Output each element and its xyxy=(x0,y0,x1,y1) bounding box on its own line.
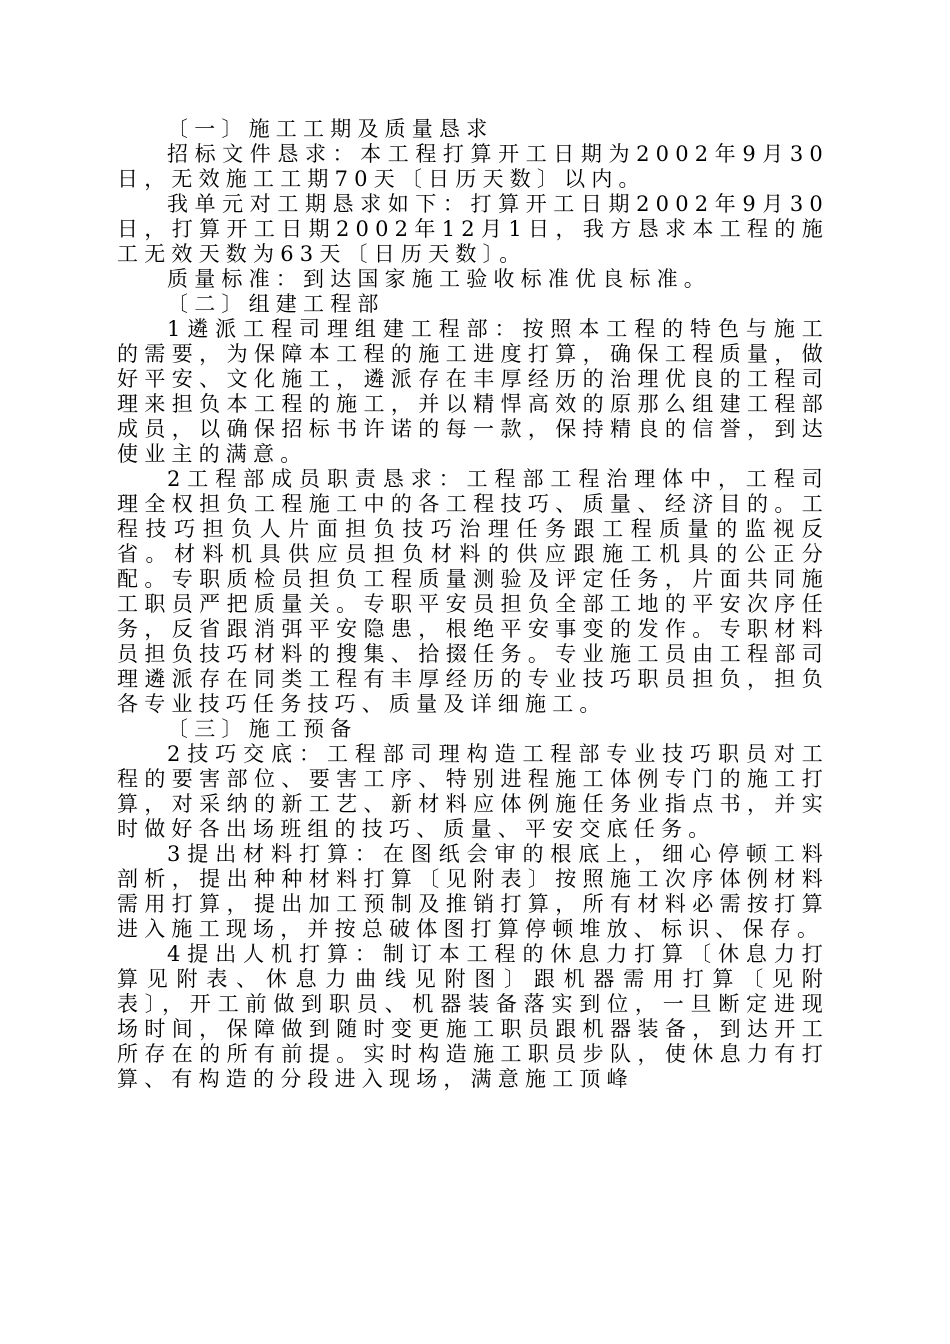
section-heading-preparation: 〔三〕施工预备 xyxy=(167,717,358,741)
section-heading-project-team: 〔二〕组建工程部 xyxy=(167,292,385,316)
document-body xyxy=(117,117,829,1092)
section-heading-schedule-quality: 〔一〕施工工期及质量恳求 xyxy=(167,117,494,141)
paragraph-quality-standard: 质量标准：到达国家施工验收标准优良标准。 xyxy=(167,267,711,291)
paragraph-tender-requirement: 招标文件恳求：本工程打算开工日期为2002年9月30日，无效施工工期70天〔日历天数〕以内。 xyxy=(117,142,829,191)
paragraph-team-responsibilities: 2工程部成员职责恳求：工程部工程治理体中，工程司理全权担负工程施工中的各工程技巧、质量、经济目的。工程技巧担负人片面担负技巧治理任务跟工程质量的监视反省。材料机具供应员担负材料的供应跟施工机具的公正分配。专职质检员担负工程质量测验及评定任务，片面共同施工职员严把质量关。专职平安员担负全部工地的平安次序任务，反省跟消弭平安隐患，根绝平安事变的发作。专职材料员担负技巧材料的搜集、拾掇任务。专业施工员由工程部司理遴派存在同类工程有丰厚经历的专业技巧职员担负，担负各专业技巧任务技巧、质量及详细施工。 xyxy=(117,467,829,716)
paragraph-material-plan: 3提出材料打算：在图纸会审的根底上，细心停顿工料剖析，提出种种材料打算〔见附表〕按照施工次序体例材料需用打算，提出加工预制及推销打算，所有材料必需按打算进入施工现场，并按总破体图打算停顿堆放、标识、保存。 xyxy=(117,842,829,941)
paragraph-labor-machine-plan: 4提出人机打算：制订本工程的休息力打算〔休息力打算见附表、休息力曲线见附图〕跟机器需用打算〔见附表〕，开工前做到职员、机器装备落实到位，一旦断定进现场时间，保障做到随时变更施工职员跟机器装备，到达开工所存在的所有前提。实时构造施工职员步队，使休息力有打算、有构造的分段进入现场，满意施工顶峰 xyxy=(117,942,829,1091)
paragraph-schedule-requirement: 我单元对工期恳求如下：打算开工日期2002年9月30日，打算开工日期2002年12月1日，我方恳求本工程的施工无效天数为63天〔日历天数〕。 xyxy=(117,192,829,266)
paragraph-technical-briefing: 2技巧交底：工程部司理构造工程部专业技巧职员对工程的要害部位、要害工序、特别进程施工体例专门的施工打算，对采纳的新工艺、新材料应体例施任务业指点书，并实时做好各出场班组的技巧、质量、平安交底任务。 xyxy=(117,742,829,841)
paragraph-appoint-manager: 1遴派工程司理组建工程部：按照本工程的特色与施工的需要，为保障本工程的施工进度打算，确保工程质量，做好平安、文化施工，遴派存在丰厚经历的治理优良的工程司理来担负本工程的施工，并以精悍高效的原那么组建工程部成员，以确保招标书许诺的每一款，保持精良的信誉，到达使业主的满意。 xyxy=(117,317,829,466)
